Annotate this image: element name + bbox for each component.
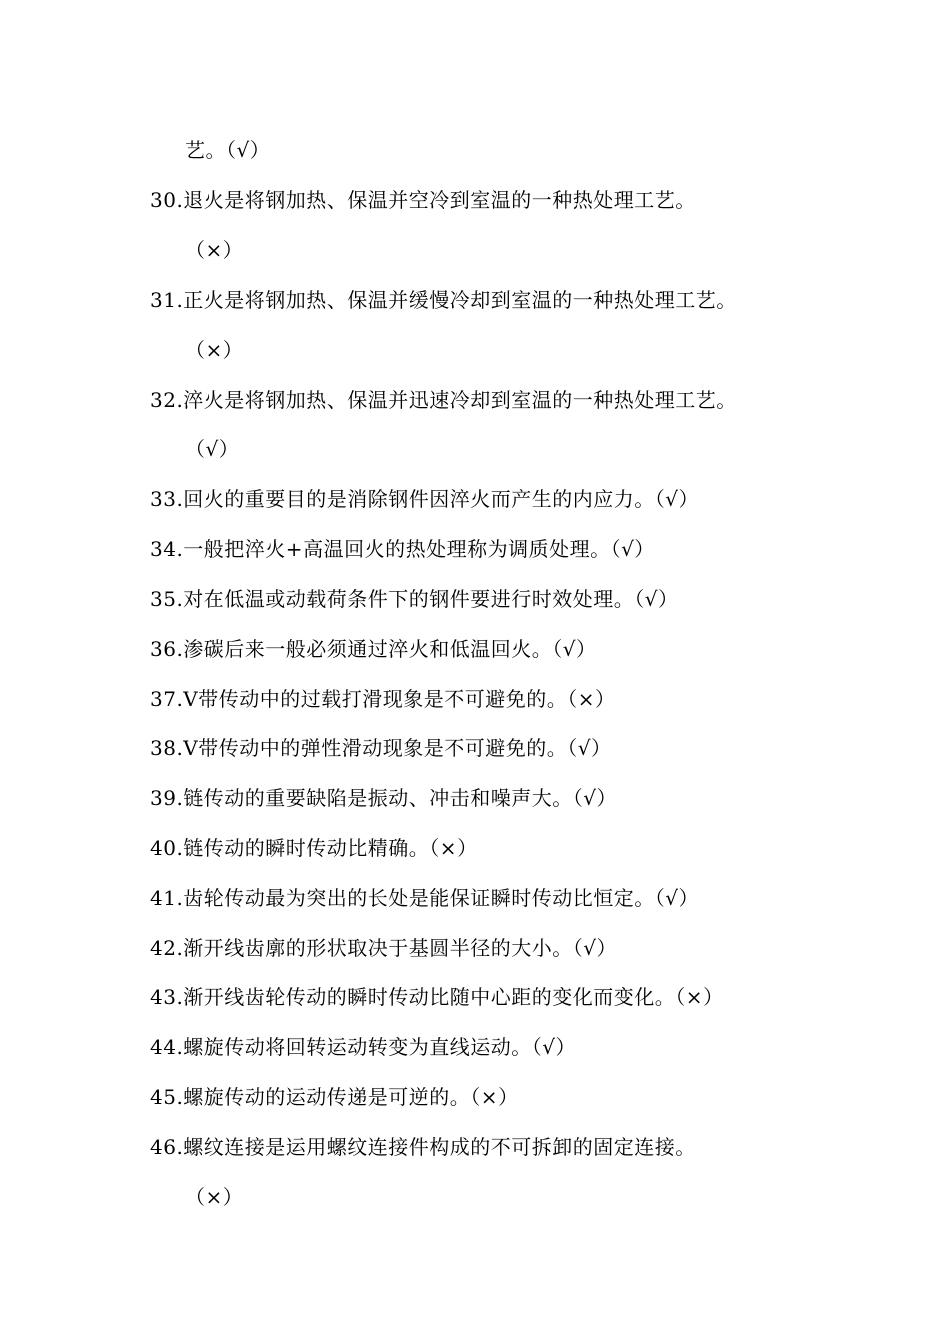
text-line: 44.螺旋传动将回转运动转变为直线运动。（√） xyxy=(150,1035,577,1059)
text-line: 45.螺旋传动的运动传递是可逆的。（×） xyxy=(150,1085,519,1109)
text-line: 31.正火是将钢加热、保温并缓慢冷却到室温的一种热处理工艺。 xyxy=(150,288,737,312)
text-line: 46.螺纹连接是运用螺纹连接件构成的不可拆卸的固定连接。 xyxy=(150,1135,696,1159)
text-line: 43.渐开线齿轮传动的瞬时传动比随中心距的变化而变化。（×） xyxy=(150,985,724,1009)
text-line: （×） xyxy=(185,238,244,262)
text-line: 40.链传动的瞬时传动比精确。（×） xyxy=(150,836,478,860)
text-line: 39.链传动的重要缺陷是振动、冲击和噪声大。（√） xyxy=(150,786,618,810)
text-line: （√） xyxy=(185,437,240,461)
text-line: 41.齿轮传动最为突出的长处是能保证瞬时传动比恒定。（√） xyxy=(150,886,700,910)
text-line: 32.淬火是将钢加热、保温并迅速冷却到室温的一种热处理工艺。 xyxy=(150,388,737,412)
text-line: 34.一般把淬火+高温回火的热处理称为调质处理。（√） xyxy=(150,537,655,561)
text-line: （×） xyxy=(185,1185,244,1209)
text-line: 38.V带传动中的弹性滑动现象是不可避免的。（√） xyxy=(150,736,612,760)
text-line: 42.渐开线齿廓的形状取决于基圆半径的大小。（√） xyxy=(150,936,618,960)
text-line: 37.V带传动中的过载打滑现象是不可避免的。（×） xyxy=(150,687,616,711)
text-line: 艺。（√） xyxy=(185,138,271,162)
text-line: 33.回火的重要目的是消除钢件因淬火而产生的内应力。（√） xyxy=(150,487,700,511)
text-line: 35.对在低温或动载荷条件下的钢件要进行时效处理。（√） xyxy=(150,587,679,611)
text-line: 36.渗碳后来一般必须通过淬火和低温回火。（√） xyxy=(150,637,597,661)
text-line: 30.退火是将钢加热、保温并空冷到室温的一种热处理工艺。 xyxy=(150,188,696,212)
text-line: （×） xyxy=(185,338,244,362)
